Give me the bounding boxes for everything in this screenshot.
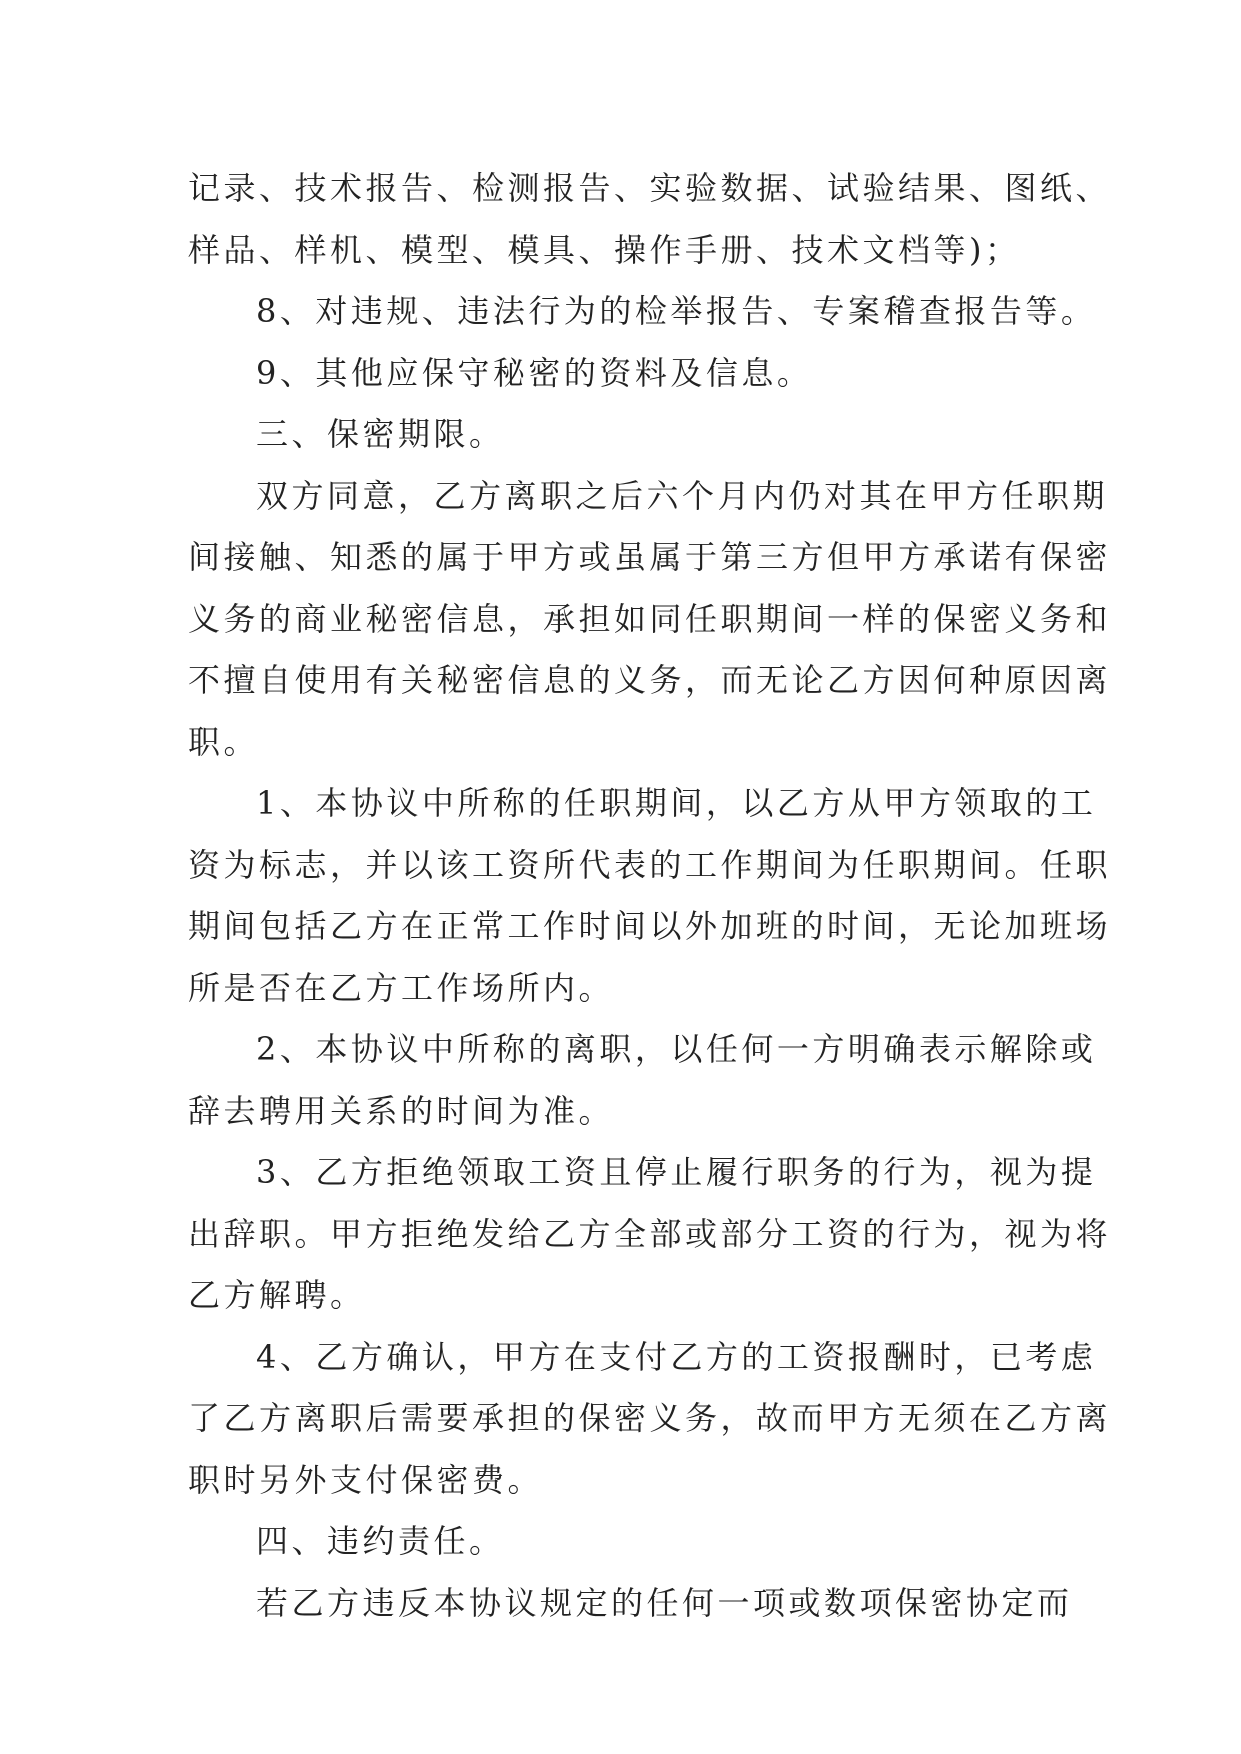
text-line: 若乙方违反本协议规定的任何一项或数项保密协定而	[256, 1583, 1073, 1622]
text-line: 三、保密期限。	[256, 415, 505, 453]
text-line: 间接触、知悉的属于甲方或虽属于第三方但甲方承诺有保密	[188, 538, 1112, 576]
text-line: 不擅自使用有关秘密信息的义务，而无论乙方因何种原因离	[188, 661, 1112, 699]
text-line: 双方同意，乙方离职之后六个月内仍对其在甲方任职期	[256, 476, 1109, 515]
text-line: 乙方解聘。	[188, 1276, 366, 1314]
text-line: 职。	[188, 722, 260, 761]
text-line: 3、乙方拒绝领取工资且停止履行职务的行为，视为提	[256, 1153, 1097, 1191]
text-line: 辞去聘用关系的时间为准。	[188, 1091, 615, 1130]
text-line: 资为标志，并以该工资所代表的工作期间为任职期间。任职	[188, 845, 1112, 884]
text-line: 记录、技术报告、检测报告、实验数据、试验结果、图纸、	[188, 169, 1112, 207]
text-line: 2、本协议中所称的离职，以任何一方明确表示解除或	[256, 1030, 1097, 1068]
text-line: 期间包括乙方在正常工作时间以外加班的时间，无论加班场	[188, 907, 1112, 945]
text-line: 8、对违规、违法行为的检举报告、专案稽查报告等。	[256, 292, 1097, 330]
text-line: 所是否在乙方工作场所内。	[188, 968, 615, 1007]
text-line: 义务的商业秘密信息，承担如同任职期间一样的保密义务和	[188, 599, 1112, 638]
text-line: 9、其他应保守秘密的资料及信息。	[256, 353, 813, 392]
text-line: 1、本协议中所称的任职期间，以乙方从甲方领取的工	[256, 784, 1097, 822]
text-line: 了乙方离职后需要承担的保密义务，故而甲方无须在乙方离	[188, 1399, 1112, 1437]
text-line: 四、违约责任。	[256, 1522, 505, 1560]
text-line: 职时另外支付保密费。	[188, 1460, 544, 1499]
text-line: 样品、样机、模型、模具、操作手册、技术文档等)；	[188, 230, 1021, 269]
text-line: 出辞职。甲方拒绝发给乙方全部或部分工资的行为，视为将	[188, 1214, 1112, 1253]
text-line: 4、乙方确认，甲方在支付乙方的工资报酬时，已考虑	[256, 1337, 1097, 1376]
document-body	[188, 158, 1112, 1634]
